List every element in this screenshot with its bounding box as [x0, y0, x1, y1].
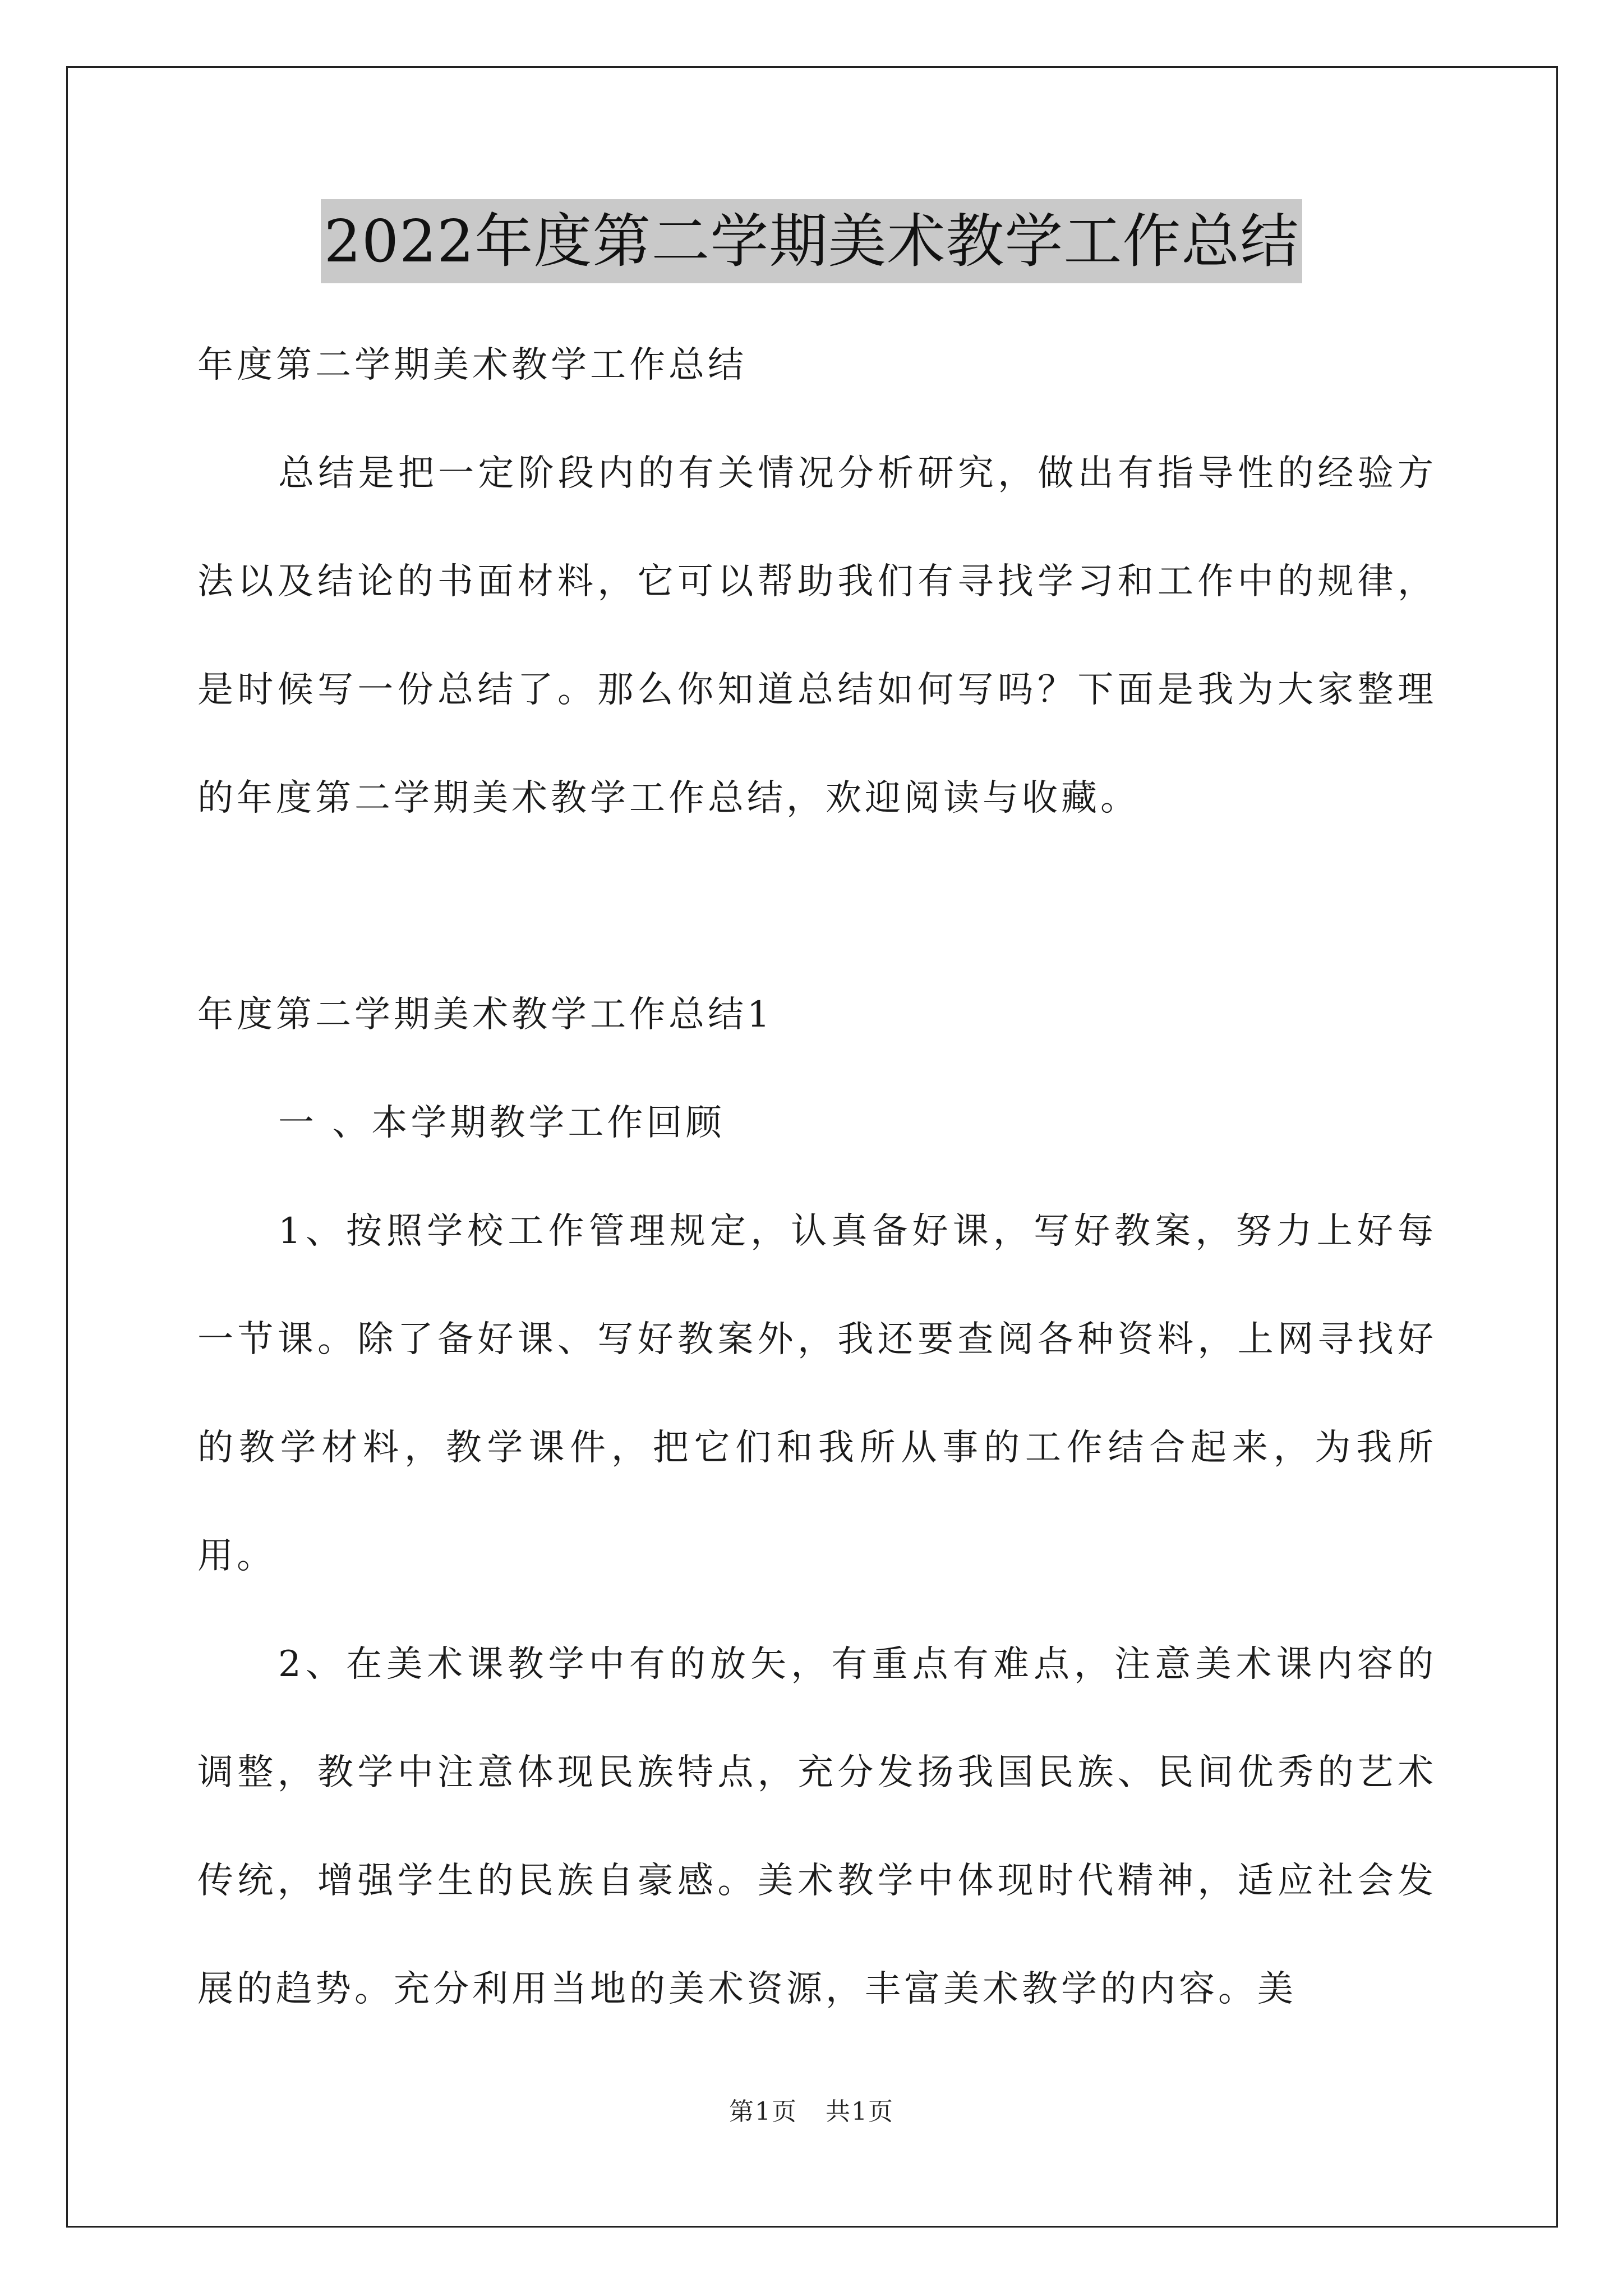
page-footer — [0, 2095, 1623, 2129]
page-number-current: 第1页 — [729, 2097, 797, 2126]
page-number-total: 共1页 — [826, 2097, 894, 2126]
paragraph-spacer — [197, 853, 1437, 961]
document-title: 2022年度第二学期美术教学工作总结 — [321, 199, 1303, 283]
section-heading: 年度第二学期美术教学工作总结1 — [197, 994, 773, 1036]
intro-paragraph: 总结是把一定阶段内的有关情况分析研究，做出有指导性的经验方法以及结论的书面材料，它可以帮助我们有寻找学习和工作中的规律，是时候写一份总结了。那么你知道总结如何写吗？下面是我为大家整理的年度第二学期美术教学工作总结，欢迎阅读与收藏。 — [197, 453, 1437, 819]
subtitle-paragraph: 年度第二学期美术教学工作总结 — [197, 344, 747, 386]
body-paragraph-2: 2、在美术课教学中有的放矢，有重点有难点，注意美术课内容的调整，教学中注意体现民族特点，充分发扬我国民族、民间优秀的艺术传统，增强学生的民族自豪感。美术教学中体现时代精神，适应社会发展的趋势。充分利用当地的美术资源，丰富美术教学的内容。美 — [197, 1644, 1437, 2010]
body-paragraph-1: 1、按照学校工作管理规定，认真备好课，写好教案，努力上好每一节课。除了备好课、写好教案外，我还要查阅各种资料，上网寻找好的教学材料，教学课件，把它们和我所从事的工作结合起来，为我所用。 — [197, 1211, 1437, 1577]
subsection-heading: 一 、本学期教学工作回顾 — [278, 1102, 725, 1144]
title-container — [0, 199, 1623, 283]
document-body — [197, 311, 1437, 2044]
